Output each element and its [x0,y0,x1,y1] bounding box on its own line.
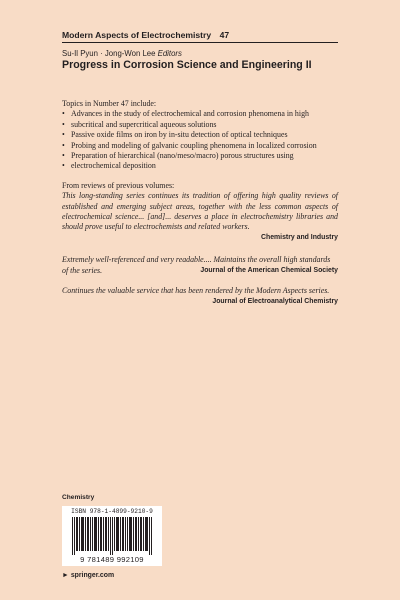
series-number: 47 [219,30,230,40]
isbn-barcode [62,506,162,566]
isbn-number: ISBN 978-1-4899-9210-9 [71,508,153,515]
publisher-link[interactable] [62,572,114,579]
bullet-icon: • [62,140,65,150]
editor-names: Su-Il Pyun · Jong-Won Lee [62,49,156,58]
publisher-url: springer.com [70,572,115,579]
review-quote-text: Continues the valuable service that has been rendered by the Modern Aspects series. [62,286,330,296]
barcode-right-group: 992109 [116,555,144,564]
list-item [62,130,338,140]
header-rule [62,42,338,43]
review-text: This long-standing series continues its tradition of offering high quality reviews of established and emerging subject areas, together with the less common aspects of electrochemical science... [and]... deserves a place in electrochemistry libraries and should prove useful to electrochemists and related workers. [62,191,338,232]
barcode-left-group: 781489 [87,555,115,564]
book-title: Progress in Corrosion Science and Engineering II [62,59,312,71]
topic-text: Preparation of hierarchical (nano/meso/macro) porous structures using [71,151,294,161]
topic-text: subcritical and supercritical aqueous solutions [71,119,217,129]
topics-intro: Topics in Number 47 include: [62,99,157,108]
list-item [62,151,338,161]
topic-text: electrochemical deposition [71,161,156,171]
list-item [62,109,338,119]
arrow-right-icon: ► [62,572,69,579]
topic-text: Advances in the study of electrochemical and corrosion phenomena in high [71,109,309,119]
bullet-icon: • [62,130,65,140]
list-item [62,161,338,171]
review-source: Journal of the American Chemical Society [200,266,338,274]
topic-text: Passive oxide films on iron by in-situ detection of optical techniques [71,130,288,140]
editor-role: Editors [157,49,182,58]
bullet-icon: • [62,161,65,171]
review-quote-3 [62,286,338,305]
topics-list [62,109,338,171]
review-text [62,255,338,276]
reviews-intro: From reviews of previous volumes: [62,180,175,190]
barcode-lead-digit: 9 [80,555,85,564]
list-item [62,120,338,130]
list-item [62,141,338,151]
barcode-digits [62,555,162,564]
series-heading [62,30,229,40]
series-name: Modern Aspects of Electrochemistry [62,30,212,40]
review-quote-1 [62,191,338,243]
topic-text: Probing and modeling of galvanic coupling phenomena in localized corrosion [71,140,317,150]
bullet-icon: • [62,119,65,129]
description-block [62,99,338,307]
review-quote-text: Extremely well-referenced and very readable.... Maintains the overall high standards of the series. [62,255,331,275]
review-quote-2 [62,255,338,276]
bullet-icon: • [62,109,65,119]
review-source: Chemistry and Industry [261,233,338,241]
review-source: Journal of Electroanalytical Chemistry [212,297,338,305]
bullet-icon: • [62,151,65,161]
review-text [62,286,338,305]
subject-category: Chemistry [62,494,95,501]
editors-line [62,49,182,58]
barcode-bars [66,517,158,555]
